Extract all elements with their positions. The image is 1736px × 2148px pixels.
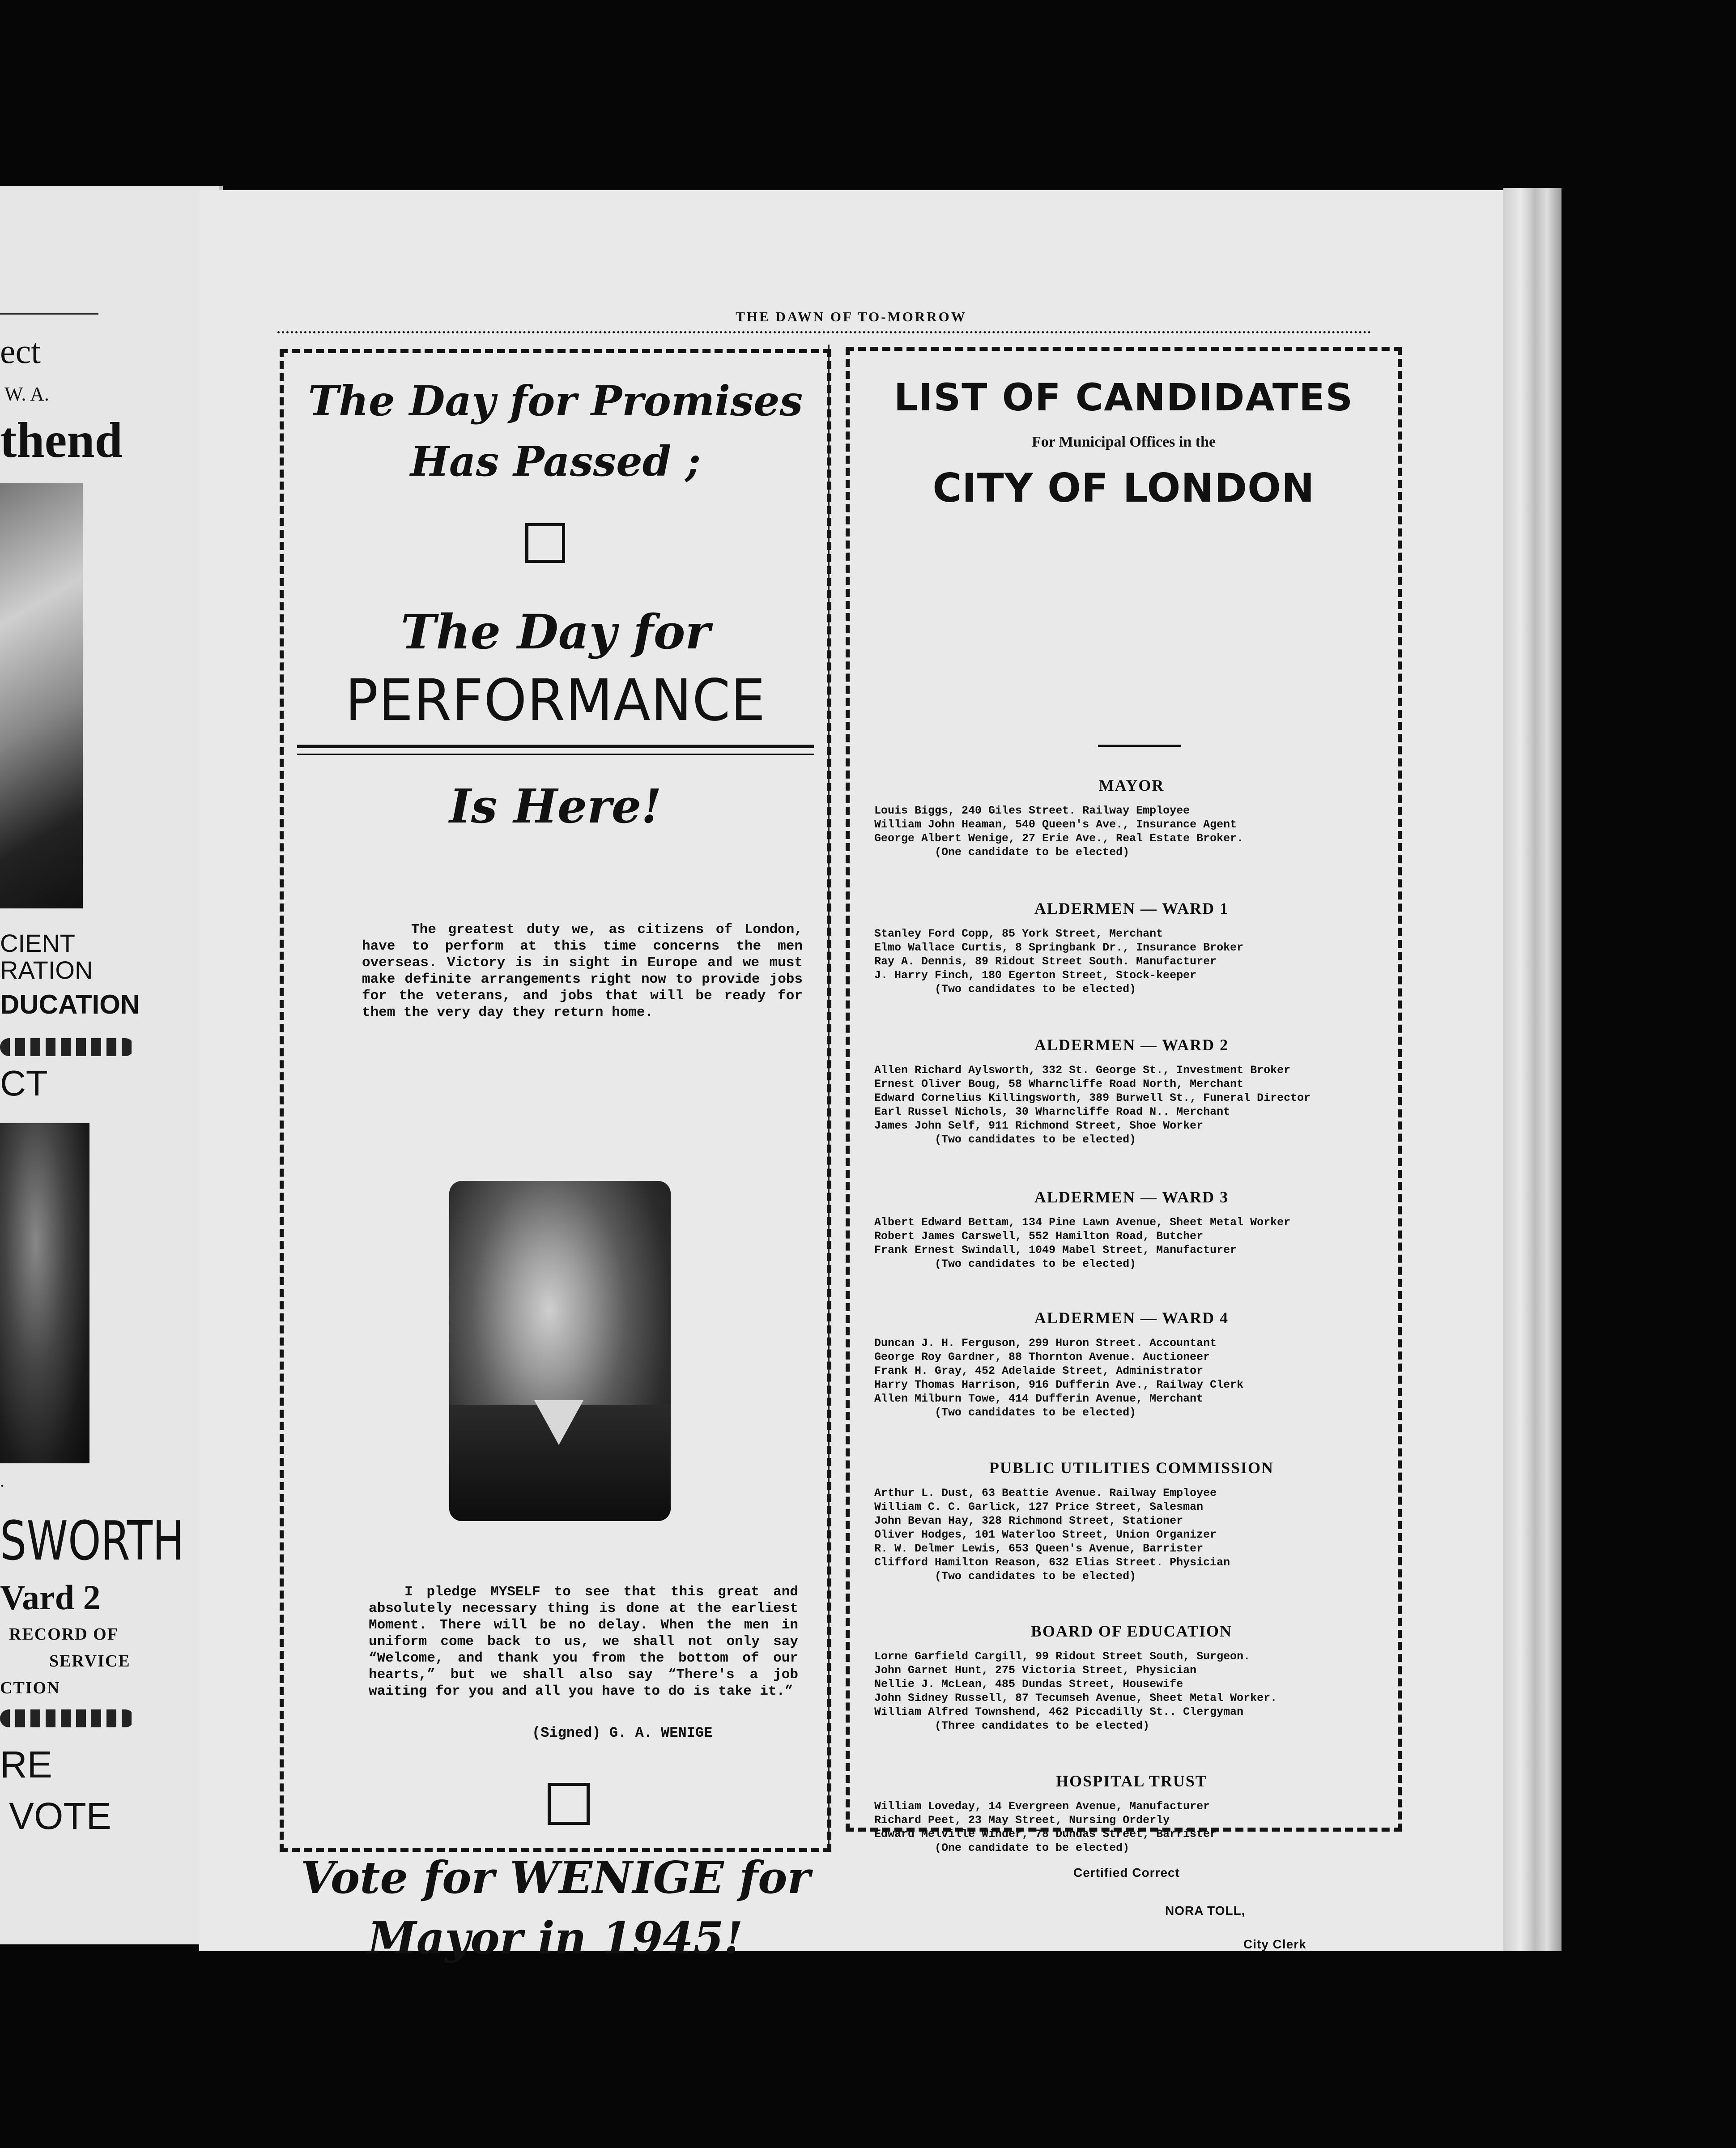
candidate-entry: Arthur L. Dust, 63 Beattie Avenue. Railway Employee [874,1487,1217,1500]
candidates-title: LIST OF CANDIDATES [894,375,1354,419]
candidate-entry: Nellie J. McLean, 485 Dundas Street, Housewife [874,1678,1183,1691]
candidate-entry: Frank Ernest Swindall, 1049 Mabel Street, Manufacturer [874,1244,1237,1257]
left-page-text: CT [0,1063,48,1103]
section-title: ALDERMEN — WARD 3 [1034,1188,1229,1206]
section-public-utilities-commission [874,1458,1389,1583]
section-aldermen-ward-1 [874,899,1389,996]
left-page-text: SWORTH [0,1510,184,1573]
stacked-page-edges [1503,188,1562,1951]
candidate-entry: William John Heaman, 540 Queen's Ave., Insurance Agent [874,818,1237,831]
left-page-text: ect [0,332,41,371]
section-title: ALDERMEN — WARD 4 [1034,1309,1229,1327]
ad-headline-line-5: Is Here! [449,779,662,834]
election-note: (Two candidates to be elected) [935,1406,1136,1419]
square-ornament-icon [525,523,565,563]
section-title: MAYOR [1098,776,1165,794]
section-title: BOARD OF EDUCATION [1030,1622,1233,1640]
candidate-entry: Oliver Hodges, 101 Waterloo Street, Union Organizer [874,1528,1217,1541]
ad-headline-line-3: The Day for [400,604,711,660]
candidate-portrait [449,1181,671,1521]
left-page-text: RECORD OF [9,1625,119,1644]
candidate-entry: Elmo Wallace Curtis, 8 Springbank Dr., Insurance Broker [874,941,1244,954]
ad-closing-line-2: Mayor in 1945! [368,1913,743,1964]
candidate-entry: Robert James Carswell, 552 Hamilton Road, Butcher [874,1230,1204,1243]
candidate-entry: Lorne Garfield Cargill, 99 Ridout Street South, Surgeon. [874,1650,1251,1663]
performance-underline [297,745,814,748]
left-page-text: CTION [0,1679,60,1697]
clerk-name: NORA TOLL, [1165,1904,1246,1918]
candidates-subtitle: For Municipal Offices in the [1031,434,1216,450]
candidate-entry: Stanley Ford Copp, 85 York Street, Merchant [874,927,1163,940]
candidate-entry: Edward Melville Winder, 78 Dundas Street, Barrister [874,1828,1217,1841]
election-note: (Two candidates to be elected) [935,1133,1136,1146]
candidate-entry: George Albert Wenige, 27 Erie Ave., Real Estate Broker. [874,832,1244,845]
left-page-ornament [0,1038,134,1056]
candidate-entry: Ray A. Dennis, 89 Ridout Street South. Manufacturer [874,955,1217,968]
candidate-entry: John Bevan Hay, 328 Richmond Street, Stationer [874,1514,1183,1527]
running-head: THE DAWN OF TO-MORROW [736,309,967,324]
candidate-entry: William Alfred Townshend, 462 Piccadilly St.. Clergyman [874,1705,1244,1718]
candidate-entry: Clifford Hamilton Reason, 632 Elias Street. Physician [874,1556,1230,1569]
candidate-entry: Frank H. Gray, 452 Adelaide Street, Administrator [874,1364,1204,1377]
candidate-entry: Albert Edward Bettam, 134 Pine Lawn Avenue, Sheet Metal Worker [874,1216,1291,1229]
left-page-text: SERVICE [49,1652,131,1671]
adjacent-left-page [0,186,223,1944]
candidate-entry: John Garnet Hunt, 275 Victoria Street, Physician [874,1664,1197,1677]
left-page-photo [0,1123,89,1463]
candidate-entry: R. W. Delmer Lewis, 653 Queen's Avenue, Barrister [874,1542,1204,1555]
candidate-entry: Louis Biggs, 240 Giles Street. Railway Employee [874,804,1190,817]
candidate-entry: William Loveday, 14 Evergreen Avenue, Manufacturer [874,1800,1210,1813]
left-page-text: DUCATION [0,989,140,1019]
candidate-entry: Allen Richard Aylsworth, 332 St. George St., Investment Broker [874,1064,1291,1077]
ad-closing-line-1: Vote for WENIGE for [300,1852,811,1904]
title-rule [1098,745,1181,747]
ad-performance-word: PERFORMANCE [345,667,766,734]
candidate-entry: George Roy Gardner, 88 Thornton Avenue. Auctioneer [874,1351,1210,1364]
left-page-photo [0,483,83,908]
candidate-entry: Duncan J. H. Ferguson, 299 Huron Street. Accountant [874,1337,1217,1350]
section-aldermen-ward-3 [874,1188,1389,1271]
ad-paragraph-2: I pledge MYSELF to see that this great and absolutely necessary thing is done at the earliest Moment. There will be no delay. When the men in uniform come back to us, we shall not only say “Welcome, and thank you from the bottom of our hearts,” but we shall also say “There's a job waiting for you and all you have to do is take it.” [369,1584,798,1699]
section-aldermen-ward-2 [874,1036,1389,1146]
clerk-title: City Clerk [1243,1937,1306,1951]
candidate-entry: John Sidney Russell, 87 Tecumseh Avenue, Sheet Metal Worker. [874,1692,1277,1705]
candidate-entry: Allen Milburn Towe, 414 Dufferin Avenue, Merchant [874,1392,1204,1405]
election-note: (Two candidates to be elected) [935,1257,1136,1270]
section-hospital-trust [874,1772,1389,1855]
section-title: ALDERMEN — WARD 1 [1034,899,1229,917]
performance-underline [297,754,814,755]
left-page-text: . [0,1470,4,1491]
candidate-list-box [846,347,1402,1951]
election-note: (One candidate to be elected) [935,846,1130,859]
candidate-entry: Richard Peet, 23 May Street, Nursing Orderly [874,1814,1170,1827]
election-note: (One candidate to be elected) [935,1841,1130,1854]
candidate-entry: Edward Cornelius Killingsworth, 389 Burwell St., Funeral Director [874,1091,1311,1104]
ad-headline-line-2: Has Passed ; [410,437,701,486]
left-page-text: CIENT [0,929,75,957]
ad-signature: (Signed) G. A. WENIGE [532,1725,713,1741]
election-note: (Two candidates to be elected) [935,1570,1136,1583]
ad-paragraph-1: The greatest duty we, as citizens of London, have to perform at this time concerns the men overseas. Victory is in sight in Europe and we must make definite arrangements right now to provide jobs for the veterans, and jobs that will be ready for them the very day they return home. [362,922,803,1020]
left-page-text: thend [0,413,123,468]
wenige-advertisement [280,349,831,1964]
candidate-entry: Ernest Oliver Boug, 58 Wharncliffe Road North, Merchant [874,1078,1244,1091]
section-title: PUBLIC UTILITIES COMMISSION [989,1459,1274,1477]
candidate-entry: Harry Thomas Harrison, 916 Dufferin Ave., Railway Clerk [874,1378,1244,1391]
candidate-entry: J. Harry Finch, 180 Egerton Street, Stock-keeper [874,969,1197,982]
left-page-rule [0,313,98,315]
top-dotted-rule [277,331,1371,333]
candidate-entry: Earl Russel Nichols, 30 Wharncliffe Road N.. Merchant [874,1105,1230,1118]
candidate-entry: William C. C. Garlick, 127 Price Street, Salesman [874,1500,1204,1513]
election-note: (Three candidates to be elected) [935,1719,1150,1732]
newspaper-page [199,190,1503,1964]
section-board-of-education [874,1622,1389,1733]
section-mayor [874,776,1389,859]
left-page-ornament [0,1709,134,1727]
section-aldermen-ward-4 [874,1308,1389,1419]
election-note: (Two candidates to be elected) [935,983,1136,996]
section-title: HOSPITAL TRUST [1056,1772,1207,1790]
candidate-entry: James John Self, 911 Richmond Street, Shoe Worker [874,1119,1204,1132]
left-page-text: Vard 2 [0,1578,101,1617]
candidates-city: CITY OF LONDON [932,465,1315,511]
left-page-text: RATION [0,956,93,984]
section-title: ALDERMEN — WARD 2 [1034,1036,1229,1054]
certified-correct: Certified Correct [1073,1866,1180,1880]
square-ornament-icon [548,1783,590,1825]
left-page-text: W. A. [4,383,49,405]
left-page-text: VOTE [9,1795,111,1837]
ad-headline-line-1: The Day for Promises [308,377,803,425]
left-page-text: RE [0,1743,52,1786]
